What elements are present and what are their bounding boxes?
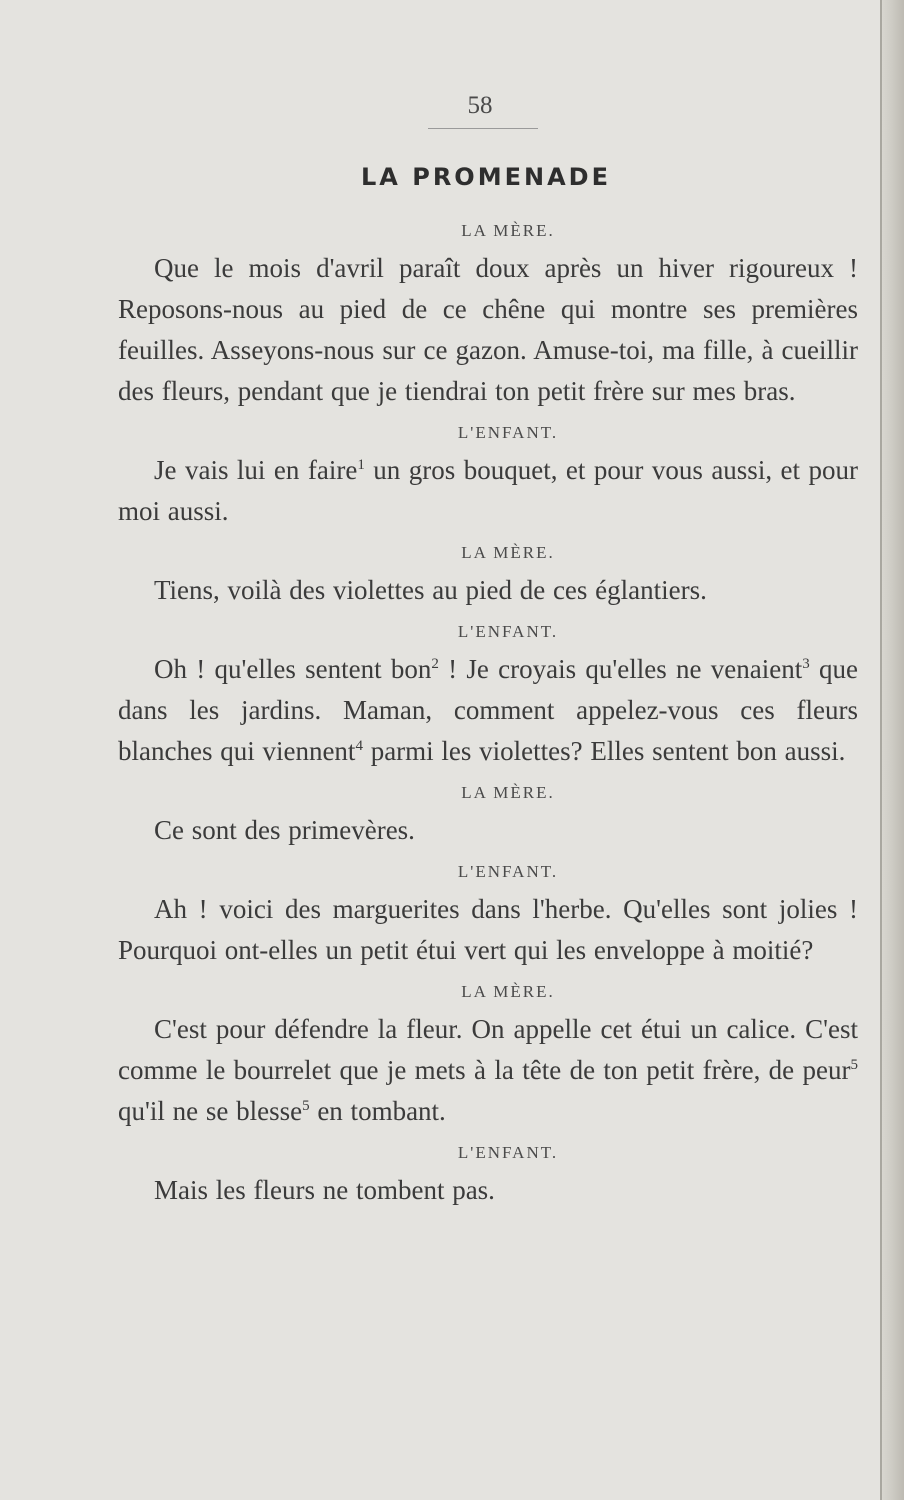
text-run: C'est pour défendre la fleur. On appelle cet étui un calice. C'est comme le bourrelet que je mets à la tête de ton petit frère, de peur [118, 1014, 858, 1085]
dialogue-paragraph: Ce sont des primevères. [154, 815, 415, 845]
text-run: que dans les jardins. Maman, comment appelez-vous ces fleurs blanches qui viennent [118, 654, 859, 766]
dialogue-paragraph [118, 1009, 858, 1132]
footnote-ref: 2 [431, 656, 439, 672]
text-run: Oh ! qu'elles sentent bon [154, 654, 432, 684]
dialogue-paragraph [118, 649, 858, 772]
footnote-ref: 1 [357, 457, 365, 473]
dialogue-paragraph: Tiens, voilà des violettes au pied de ces églantiers. [154, 575, 707, 605]
dialogue-paragraph: Que le mois d'avril paraît doux après un hiver rigoureux ! Reposons-nous au pied de ce chêne qui montre ses premières feuilles. Asseyons-nous sur ce gazon. Amuse-toi, ma fille, à cueillir des fleurs, pendant que je tiendrai ton petit frère sur mes bras. [118, 253, 858, 406]
text-run: un gros bouquet, et pour vous aussi, et pour moi aussi. [118, 455, 858, 526]
text-run: parmi les violettes? Elles sentent bon aussi. [362, 736, 846, 766]
text-run: ! Je croyais qu'elles ne venaient [438, 654, 803, 684]
text-run: en tombant. [309, 1096, 446, 1126]
page-number: 58 [467, 92, 493, 119]
footnote-ref: 4 [355, 738, 363, 754]
speaker-label: LA MÈRE. [461, 783, 555, 802]
footnote-ref: 5 [302, 1098, 310, 1114]
speaker-label: L'ENFANT. [457, 862, 559, 881]
speaker-label: LA MÈRE. [461, 543, 555, 562]
text-run: qu'il ne se blesse [118, 1096, 303, 1126]
speaker-label: L'ENFANT. [457, 1143, 559, 1162]
text-run: Je vais lui en faire [154, 455, 358, 485]
footnote-ref: 3 [802, 656, 810, 672]
speaker-label: LA MÈRE. [461, 982, 555, 1001]
page-edge [880, 0, 904, 1500]
chapter-title: LA PROMENADE [361, 163, 611, 191]
speaker-label: LA MÈRE. [461, 221, 555, 240]
page-number-rule [428, 128, 538, 129]
dialogue-paragraph: Mais les fleurs ne tombent pas. [154, 1175, 495, 1205]
footnote-ref: 5 [850, 1057, 858, 1073]
dialogue-body [118, 214, 858, 1215]
dialogue-paragraph [118, 450, 858, 532]
dialogue-paragraph: Ah ! voici des marguerites dans l'herbe. Qu'elles sont jolies ! Pourquoi ont-elles un petit étui vert qui les enveloppe à moitié? [118, 894, 858, 965]
speaker-label: L'ENFANT. [457, 622, 559, 641]
speaker-label: L'ENFANT. [457, 423, 559, 442]
